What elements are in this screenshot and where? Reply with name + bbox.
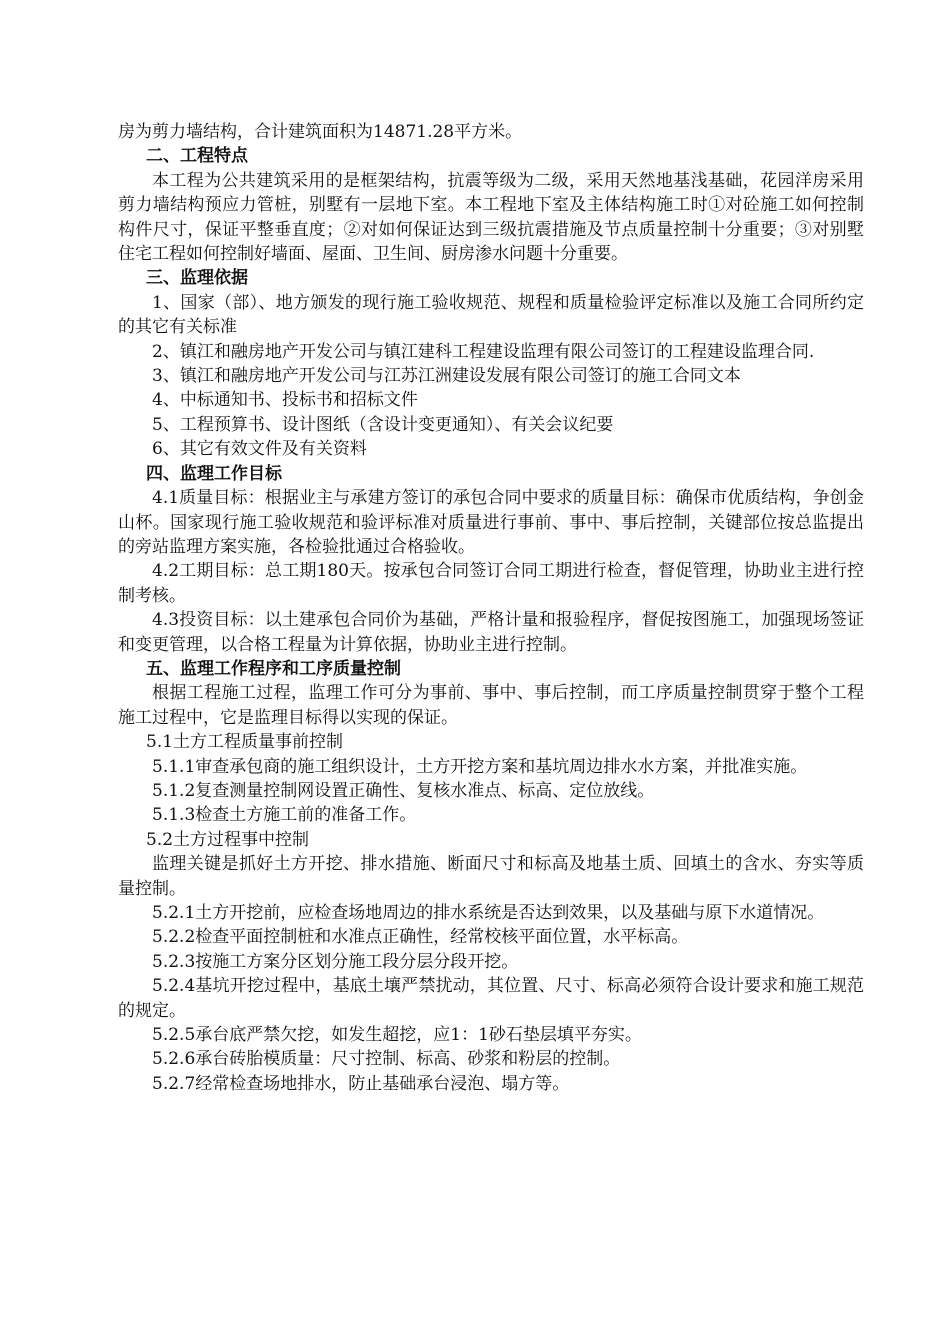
subsection-heading: 5.2土方过程事中控制 [146,829,310,850]
paragraph: 5.2.5承台底严禁欠挖，如发生超挖，应1：1砂石垫层填平夯实。 [152,1025,642,1046]
paragraph: 4.2工期目标：总工期180天。按承包合同签订合同工期进行检查，督促管理，协助业主进行控制考核。 [118,561,864,606]
paragraph: 房为剪力墙结构，合计建筑面积为14871.28平方米。 [118,122,523,142]
paragraph: 1、国家（部）、地方颁发的现行施工验收规范、规程和质量检验评定标准以及施工合同所约定的其它有关标准 [118,292,864,338]
paragraph: 6、其它有效文件及有关资料 [152,439,367,460]
paragraph: 本工程为公共建筑采用的是框架结构，抗震等级为二级，采用天然地基浅基础，花园洋房采用剪力墙结构预应力管桩，别墅有一层地下室。本工程地下室及主体结构施工时①对砼施工如何控制构件尺寸，保证平整垂直度；②对如何保证达到三级抗震措施及节点质量控制十分重要；③对别墅住宅工程如何控制好墙面、屋面、卫生间、厨房渗水问题十分重要。 [118,170,864,265]
paragraph: 4.1质量目标：根据业主与承建方签订的承包合同中要求的质量目标：确保市优质结构，争创金山杯。国家现行施工验收规范和验评标准对质量进行事前、事中、事后控制，关键部位按总监提出的旁站监理方案实施，各检验批通过合格验收。 [118,488,864,557]
paragraph: 5.2.4基坑开挖过程中，基底土壤严禁扰动，其位置、尺寸、标高必须符合设计要求和施工规范的规定。 [118,976,864,1021]
section-heading: 二、工程特点 [146,146,248,167]
section-heading: 三、监理依据 [146,268,248,289]
paragraph: 5.1.2复查测量控制网设置正确性、复核水准点、标高、定位放线。 [152,780,655,801]
paragraph: 监理关键是抓好土方开挖、排水措施、断面尺寸和标高及地基土质、回填土的含水、夯实等质量控制。 [118,854,864,899]
document-body [118,120,864,1096]
paragraph: 4、中标通知书、投标书和招标文件 [152,390,418,411]
paragraph: 3、镇江和融房地产开发公司与江苏江洲建设发展有限公司签订的施工合同文本 [152,366,741,387]
subsection-heading: 5.1土方工程质量事前控制 [146,732,344,753]
paragraph: 5.2.6承台砖胎模质量：尺寸控制、标高、砂浆和粉层的控制。 [152,1049,621,1070]
section-heading: 四、监理工作目标 [146,463,282,484]
paragraph: 2、镇江和融房地产开发公司与镇江建科工程建设监理有限公司签订的工程建设监理合同. [152,341,815,362]
paragraph: 4.3投资目标：以土建承包合同价为基础，严格计量和报验程序，督促按图施工，加强现场签证和变更管理，以合格工程量为计算依据，协助业主进行控制。 [118,610,864,655]
paragraph: 根据工程施工过程，监理工作可分为事前、事中、事后控制，而工序质量控制贯穿于整个工程施工过程中，它是监理目标得以实现的保证。 [118,683,864,728]
paragraph: 5.2.1土方开挖前，应检查场地周边的排水系统是否达到效果，以及基础与原下水道情况。 [152,903,825,923]
paragraph: 5.2.2检查平面控制桩和水准点正确性，经常校核平面位置，水平标高。 [152,927,689,948]
paragraph: 5.2.7经常检查场地排水，防止基础承台浸泡、塌方等。 [152,1073,570,1094]
paragraph: 5、工程预算书、设计图纸（含设计变更通知）、有关会议纪要 [152,414,614,435]
paragraph: 5.2.3按施工方案分区划分施工段分层分段开挖。 [152,951,519,972]
paragraph: 5.1.3检查土方施工前的准备工作。 [152,805,417,826]
section-heading: 五、监理工作程序和工序质量控制 [146,658,401,679]
paragraph: 5.1.1审查承包商的施工组织设计，土方开挖方案和基坑周边排水水方案，并批准实施。 [152,756,808,777]
